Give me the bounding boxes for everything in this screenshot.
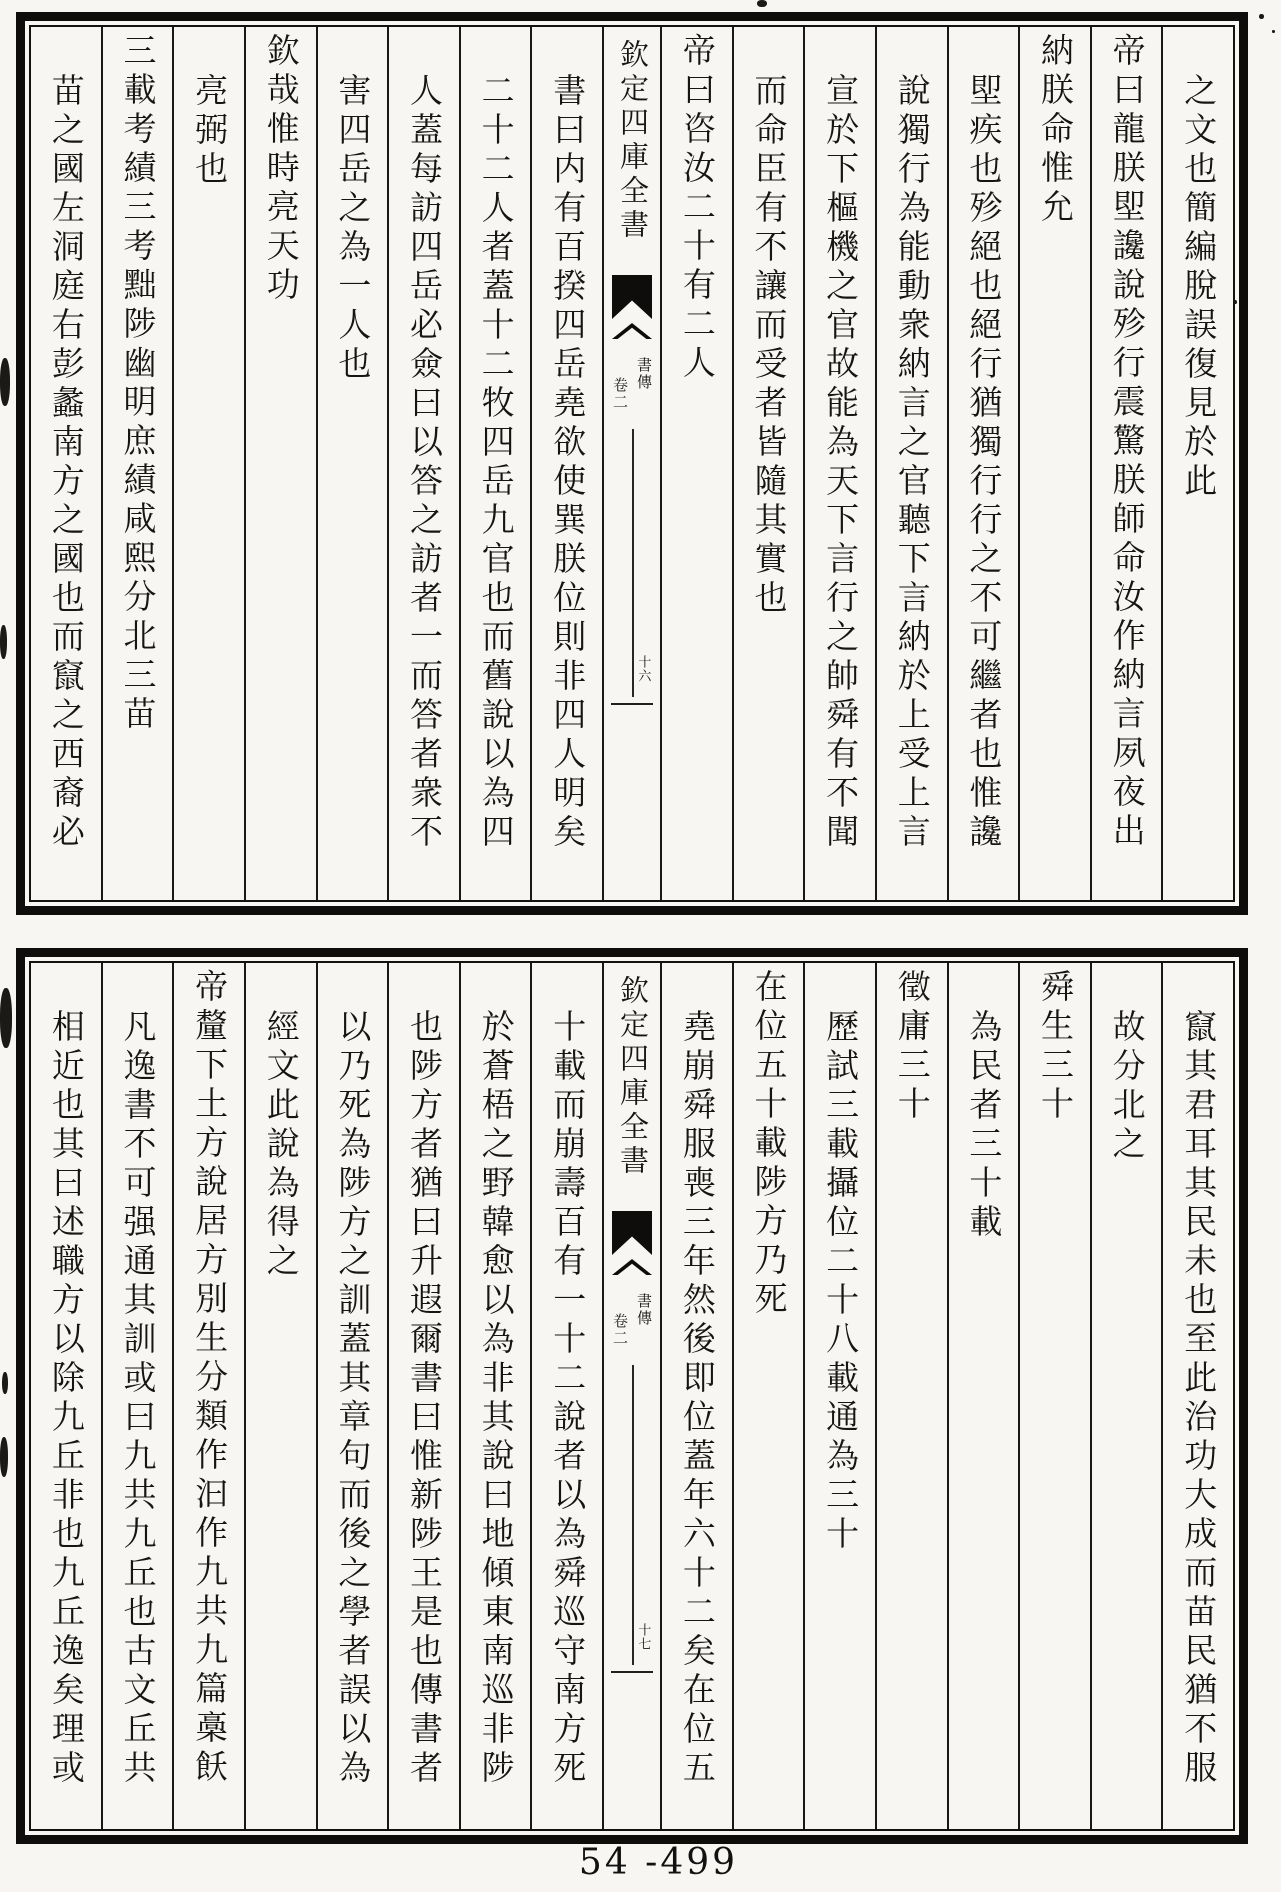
column-text: 說獨行為能動衆納言之官聽下言納於上受上言 [892, 73, 932, 853]
scan-speck [0, 988, 12, 1048]
column-text: 堯崩舜服喪三年然後即位蓋年六十二矣在位五 [677, 1009, 717, 1789]
text-column [530, 963, 602, 1829]
text-column [244, 27, 316, 900]
folio-number: 54 -499 [578, 1842, 739, 1883]
text-column [101, 963, 173, 1829]
text-column [387, 963, 459, 1829]
text-column [530, 27, 602, 900]
text-column [172, 27, 244, 900]
scan-speck [1272, 30, 1275, 33]
text-column [803, 27, 875, 900]
text-block-bottom [16, 948, 1248, 1844]
column-text: 徵庸三十 [892, 969, 932, 1125]
spine-volume-label: 卷二 [611, 377, 629, 411]
text-column [660, 27, 732, 900]
text-column [732, 27, 804, 900]
spine-page-number: 十六 [635, 655, 651, 683]
fishtail-chevron-icon [612, 323, 652, 339]
scan-speck [0, 625, 7, 659]
text-column [101, 27, 173, 900]
column-text: 害四岳之為一人也 [333, 73, 373, 385]
column-text: 而命臣有不讓而受者皆隨其實也 [749, 73, 789, 619]
column-text: 之文也簡編脫誤復見於此 [1179, 73, 1219, 502]
text-column [172, 963, 244, 1829]
column-text: 也陟方者猶曰升遐爾書曰惟新陟王是也傳書者 [404, 1009, 444, 1789]
column-text: 亮弼也 [190, 73, 230, 190]
text-column [1090, 27, 1162, 900]
column-text: 舜生三十 [1035, 969, 1075, 1125]
scan-speck [0, 1437, 8, 1477]
text-column [1161, 27, 1233, 900]
scan-speck [1259, 14, 1264, 19]
text-column [1018, 27, 1090, 900]
column-text: 故分北之 [1107, 1009, 1147, 1165]
text-column [660, 963, 732, 1829]
column-text: 人蓋每訪四岳必僉曰以答之訪者一而答者衆不 [404, 73, 444, 853]
spine-center-line [632, 1365, 634, 1665]
column-text: 歷試三載攝位二十八載通為三十 [821, 1009, 861, 1555]
text-block-top-inner [29, 25, 1235, 902]
text-column [803, 963, 875, 1829]
column-text: 二十二人者蓋十二牧四岳九官也而舊說以為四 [476, 73, 516, 853]
column-text: 三載考績三考黜陟幽明庶績咸熙分北三苗 [118, 33, 158, 735]
text-column [875, 27, 947, 900]
column-text: 為民者三十載 [964, 1009, 1004, 1243]
column-text: 竄其君耳其民未也至此治功大成而苗民猶不服 [1179, 1009, 1219, 1789]
column-text: 宣於下樞機之官故能為天下言行之帥舜有不聞 [821, 73, 861, 853]
column-text: 苗之國左洞庭右彭蠡南方之國也而竄之西裔必 [46, 73, 86, 853]
text-column [1161, 963, 1233, 1829]
spine-title: 欽定四庫全書 [616, 39, 650, 243]
column-text: 堲疾也殄絕也絕行猶獨行行之不可繼者也惟讒 [964, 73, 1004, 853]
column-text: 納朕命惟允 [1035, 33, 1075, 228]
text-column [31, 27, 101, 900]
text-block-bottom-inner [29, 961, 1235, 1831]
column-text: 十載而崩壽百有一十二說者以為舜巡守南方死 [548, 1009, 588, 1789]
column-text: 凡逸書不可强通其訓或曰九共九丘也古文丘共 [118, 1009, 158, 1789]
column-text: 帝曰龍朕堲讒說殄行震驚朕師命汝作納言夙夜出 [1107, 33, 1147, 852]
text-block-top [16, 12, 1248, 915]
text-column [244, 963, 316, 1829]
column-text: 於蒼梧之野韓愈以為非其說曰地傾東南巡非陟 [476, 1009, 516, 1789]
fishtail-icon [612, 275, 652, 319]
column-text: 帝釐下土方說居方別生分類作汩作九共九篇槀飫 [190, 969, 230, 1788]
text-column [387, 27, 459, 900]
spine-volume-label: 卷二 [611, 1313, 629, 1347]
text-column [947, 27, 1019, 900]
fishtail-chevron-icon [612, 1259, 652, 1275]
text-column [316, 963, 388, 1829]
spine-page-number: 十七 [635, 1623, 651, 1651]
text-column [732, 963, 804, 1829]
text-column [1090, 963, 1162, 1829]
text-column [459, 963, 531, 1829]
text-column [31, 963, 101, 1829]
column-text: 欽哉惟時亮天功 [261, 33, 301, 306]
column-text: 在位五十載陟方乃死 [749, 969, 789, 1320]
text-column [459, 27, 531, 900]
spine-column [602, 963, 660, 1829]
scan-speck [0, 358, 10, 406]
column-text: 帝曰咨汝二十有二人 [677, 33, 717, 384]
scan-speck [1233, 300, 1237, 304]
column-text: 以乃死為陟方之訓蓋其章句而後之學者誤以為 [333, 1009, 373, 1789]
text-column [1018, 963, 1090, 1829]
spine-book-label: 書傳 [635, 1293, 653, 1327]
column-text: 相近也其曰述職方以除九丘非也九丘逸矣理或 [46, 1009, 86, 1789]
fishtail-icon [612, 1211, 652, 1255]
spine-rule [611, 703, 654, 705]
text-column [875, 963, 947, 1829]
spine-rule [611, 1671, 654, 1673]
spine-book-label: 書傳 [635, 357, 653, 391]
spine-center-line [632, 429, 634, 697]
spine-title: 欽定四庫全書 [616, 975, 650, 1179]
text-column [316, 27, 388, 900]
text-column [947, 963, 1019, 1829]
scan-speck [2, 1372, 8, 1394]
scan-speck [757, 0, 767, 7]
spine-column [602, 27, 660, 900]
column-text: 經文此說為得之 [261, 1009, 301, 1282]
column-text: 書曰内有百揆四岳堯欲使巽朕位則非四人明矣 [548, 73, 588, 853]
